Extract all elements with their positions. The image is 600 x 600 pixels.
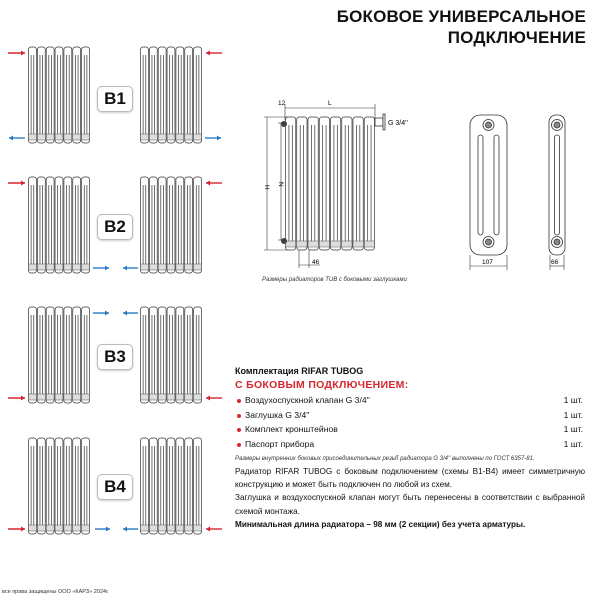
return-arrow: [95, 527, 110, 532]
list-item: [235, 437, 587, 452]
scheme-badge-b4: B4: [97, 474, 133, 500]
description: [235, 465, 585, 531]
item-name: Заглушка G 3/4'': [245, 409, 310, 420]
dim-H: H: [263, 185, 270, 190]
dim-107: 107: [482, 259, 493, 266]
return-arrow: [123, 266, 138, 271]
return-arrow: [205, 136, 221, 141]
supply-arrow: [206, 181, 222, 186]
supply-arrow: [8, 527, 25, 532]
list-item: [235, 422, 587, 437]
description-p1: Радиатор RIFAR TUBOG с боковым подключением (схемы B1-B4) имеет симметричную конструкцию и может быть подключен по любой из схем.: [235, 467, 585, 490]
radiator-left-b1: [29, 47, 90, 143]
title-line-1: БОКОВОЕ УНИВЕРСАЛЬНОЕ: [336, 7, 586, 26]
description-p3: Минимальная длина радиатора – 98 мм (2 секции) без учета арматуры.: [235, 519, 526, 529]
supply-arrow: [206, 527, 222, 532]
radiator-left-b4: [29, 438, 90, 534]
scheme-badge-b1: B1: [97, 86, 133, 112]
radiator-side-view-3col: [470, 115, 507, 255]
radiator-left-b3: [29, 307, 90, 403]
dimension-drawing: [240, 90, 600, 280]
dim-46: 46: [312, 259, 320, 266]
supply-arrow: [206, 51, 222, 56]
item-name: Воздухоспускной клапан G 3/4'': [245, 395, 370, 405]
dim-L: L: [328, 100, 332, 107]
return-arrow: [9, 136, 25, 141]
supply-arrow: [8, 51, 25, 56]
air-valve: [281, 121, 287, 127]
return-arrow: [93, 311, 109, 316]
item-qty: 1 шт.: [563, 395, 583, 405]
kit-heading: Комплектация RIFAR TUBOG: [235, 366, 364, 376]
dim-66: 66: [551, 259, 559, 266]
return-arrow: [93, 266, 109, 271]
radiator-front: [286, 117, 375, 250]
dim-N: N: [277, 182, 284, 187]
supply-arrow: [206, 396, 222, 401]
kit-subheading: С БОКОВЫМ ПОДКЛЮЧЕНИЕМ:: [235, 379, 409, 391]
radiator-right-b2: [141, 177, 202, 273]
radiator-left-b2: [29, 177, 90, 273]
kit-note: Размеры внутренних боковых присоединительных резьб радиатора G 3/4'' выполнены по ГОСТ 6357-81.: [235, 456, 535, 462]
item-qty: 1 шт.: [563, 409, 583, 420]
list-item: [235, 408, 587, 423]
description-p2: Заглушка и воздухоспускной клапан могут быть перенесены в соответствии с выбранной схемой монтажа.: [235, 493, 585, 516]
item-qty: 1 шт.: [563, 438, 583, 449]
item-name: Паспорт прибора: [245, 438, 315, 449]
thread-label: G 3/4'': [388, 120, 408, 127]
plug: [281, 238, 287, 244]
page-title: [337, 6, 586, 48]
radiator-side-view-2col: [549, 115, 565, 255]
copyright: все права защищены ООО «КАРЗ» 2024г.: [2, 589, 109, 595]
scheme-badge-b2: B2: [97, 214, 133, 240]
radiator-right-b4: [141, 438, 202, 534]
radiator-front-view: [281, 117, 375, 250]
supply-arrow: [8, 181, 25, 186]
title-line-2: ПОДКЛЮЧЕНИЕ: [447, 28, 586, 47]
item-name: Комплект кронштейнов: [245, 424, 338, 434]
kit-section: [235, 366, 587, 462]
return-arrow: [123, 527, 138, 532]
list-item: [235, 393, 587, 408]
radiator-right-b3: [141, 307, 202, 403]
supply-arrow: [8, 396, 25, 401]
drawing-caption: Размеры радиаторов TUB с боковыми заглушками: [262, 277, 407, 283]
scheme-badge-b3: B3: [97, 344, 133, 370]
thread-fitting: [375, 114, 385, 130]
return-arrow: [123, 311, 138, 316]
radiator-right-b1: [141, 47, 202, 143]
item-qty: 1 шт.: [563, 424, 583, 434]
dim-12: 12: [278, 100, 286, 107]
kit-list: [235, 393, 587, 451]
